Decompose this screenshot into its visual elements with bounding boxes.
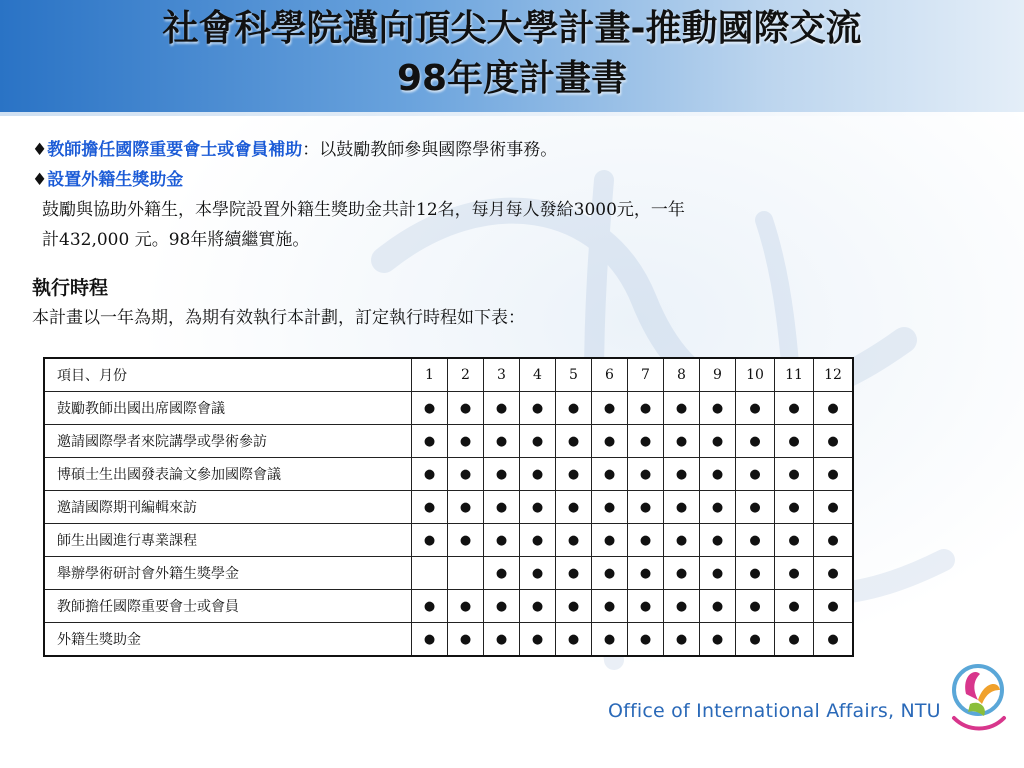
bullet-2-heading: 設置外籍生獎助金 — [47, 170, 184, 190]
schedule-cell — [520, 623, 556, 657]
schedule-cell — [628, 623, 664, 657]
schedule-cell — [736, 425, 775, 458]
scheduled-dot-icon: ● — [827, 599, 839, 614]
schedule-cell — [814, 524, 854, 557]
schedule-cell — [484, 425, 520, 458]
row-label: 外籍生獎助金 — [44, 623, 412, 657]
scheduled-dot-icon: ● — [827, 533, 839, 548]
month-header-7: 7 — [628, 358, 664, 392]
schedule-cell — [448, 392, 484, 425]
bullet-1-text: ：以鼓勵教師參與國際學術事務。 — [302, 140, 558, 160]
schedule-cell — [484, 458, 520, 491]
schedule-cell — [664, 491, 700, 524]
table-row — [44, 458, 853, 491]
schedule-cell — [736, 524, 775, 557]
schedule-cell — [484, 557, 520, 590]
schedule-cell — [628, 392, 664, 425]
schedule-cell — [628, 425, 664, 458]
schedule-table — [43, 357, 854, 657]
schedule-cell — [412, 524, 448, 557]
table-header-label: 項目、月份 — [44, 358, 412, 392]
scheduled-dot-icon: ● — [603, 566, 616, 581]
schedule-cell — [556, 458, 592, 491]
schedule-cell — [736, 392, 775, 425]
schedule-cell — [814, 491, 854, 524]
month-header-3: 3 — [484, 358, 520, 392]
scheduled-dot-icon: ● — [423, 599, 436, 614]
scheduled-dot-icon: ● — [711, 434, 724, 449]
scheduled-dot-icon: ● — [675, 467, 688, 482]
schedule-cell — [736, 458, 775, 491]
schedule-cell — [814, 623, 854, 657]
schedule-cell — [448, 458, 484, 491]
schedule-cell — [700, 458, 736, 491]
schedule-cell — [700, 623, 736, 657]
scheduled-dot-icon: ● — [711, 500, 724, 515]
scheduled-dot-icon: ● — [531, 599, 544, 614]
scheduled-dot-icon: ● — [675, 599, 688, 614]
scheduled-dot-icon: ● — [749, 467, 761, 482]
scheduled-dot-icon: ● — [567, 599, 580, 614]
schedule-cell — [664, 392, 700, 425]
schedule-cell — [664, 557, 700, 590]
schedule-cell — [556, 524, 592, 557]
row-label: 教師擔任國際重要會士或會員 — [44, 590, 412, 623]
schedule-cell — [775, 392, 814, 425]
scheduled-dot-icon: ● — [459, 467, 472, 482]
schedule-cell — [628, 458, 664, 491]
scheduled-dot-icon: ● — [495, 401, 508, 416]
month-header-1: 1 — [412, 358, 448, 392]
scheduled-dot-icon: ● — [639, 434, 652, 449]
schedule-cell — [814, 590, 854, 623]
table-row — [44, 491, 853, 524]
office-footer-text: Office of International Affairs, NTU — [608, 700, 941, 722]
schedule-cell — [412, 590, 448, 623]
schedule-cell — [556, 425, 592, 458]
schedule-cell — [448, 623, 484, 657]
scheduled-dot-icon: ● — [603, 632, 616, 647]
row-label: 師生出國進行專業課程 — [44, 524, 412, 557]
month-header-11: 11 — [775, 358, 814, 392]
schedule-cell — [520, 590, 556, 623]
month-header-6: 6 — [592, 358, 628, 392]
scheduled-dot-icon: ● — [827, 566, 839, 581]
schedule-cell — [814, 557, 854, 590]
schedule-cell — [736, 557, 775, 590]
schedule-cell — [664, 590, 700, 623]
schedule-cell — [775, 425, 814, 458]
scheduled-dot-icon: ● — [711, 599, 724, 614]
schedule-cell — [448, 557, 484, 590]
scheduled-dot-icon: ● — [827, 434, 839, 449]
scheduled-dot-icon: ● — [459, 632, 472, 647]
row-label: 博碩士生出國發表論文參加國際會議 — [44, 458, 412, 491]
row-label: 邀請國際學者來院講學或學術參訪 — [44, 425, 412, 458]
schedule-cell — [412, 623, 448, 657]
schedule-cell — [736, 590, 775, 623]
scheduled-dot-icon: ● — [567, 434, 580, 449]
scheduled-dot-icon: ● — [639, 632, 652, 647]
row-label: 邀請國際期刊編輯來訪 — [44, 491, 412, 524]
schedule-cell — [628, 590, 664, 623]
scheduled-dot-icon: ● — [567, 500, 580, 515]
scheduled-dot-icon: ● — [639, 500, 652, 515]
scheduled-dot-icon: ● — [749, 632, 761, 647]
scheduled-dot-icon: ● — [788, 533, 800, 548]
month-header-12: 12 — [814, 358, 854, 392]
schedule-cell — [484, 524, 520, 557]
schedule-cell — [592, 590, 628, 623]
schedule-cell — [814, 458, 854, 491]
month-header-8: 8 — [664, 358, 700, 392]
scheduled-dot-icon: ● — [603, 500, 616, 515]
diamond-bullet-icon: ♦ — [32, 170, 48, 190]
schedule-cell — [484, 590, 520, 623]
month-header-9: 9 — [700, 358, 736, 392]
scheduled-dot-icon: ● — [711, 401, 724, 416]
scheduled-dot-icon: ● — [603, 434, 616, 449]
scheduled-dot-icon: ● — [603, 467, 616, 482]
scheduled-dot-icon: ● — [675, 533, 688, 548]
scheduled-dot-icon: ● — [423, 467, 436, 482]
scheduled-dot-icon: ● — [603, 599, 616, 614]
scheduled-dot-icon: ● — [603, 533, 616, 548]
scheduled-dot-icon: ● — [459, 401, 472, 416]
scheduled-dot-icon: ● — [788, 434, 800, 449]
scheduled-dot-icon: ● — [827, 401, 839, 416]
scheduled-dot-icon: ● — [711, 566, 724, 581]
scheduled-dot-icon: ● — [495, 599, 508, 614]
schedule-cell — [814, 392, 854, 425]
schedule-cell — [700, 491, 736, 524]
schedule-cell — [556, 491, 592, 524]
month-header-5: 5 — [556, 358, 592, 392]
schedule-cell — [664, 524, 700, 557]
scheduled-dot-icon: ● — [675, 401, 688, 416]
scheduled-dot-icon: ● — [639, 533, 652, 548]
slide-content — [32, 135, 996, 333]
section-text: 本計畫以一年為期，為期有效執行本計劃，訂定執行時程如下表： — [32, 308, 525, 328]
schedule-cell — [592, 392, 628, 425]
scheduled-dot-icon: ● — [495, 632, 508, 647]
table-row — [44, 425, 853, 458]
scheduled-dot-icon: ● — [749, 566, 761, 581]
scheduled-dot-icon: ● — [788, 599, 800, 614]
schedule-cell — [412, 392, 448, 425]
table-row — [44, 392, 853, 425]
scheduled-dot-icon: ● — [459, 533, 472, 548]
scheduled-dot-icon: ● — [531, 434, 544, 449]
scheduled-dot-icon: ● — [639, 599, 652, 614]
scheduled-dot-icon: ● — [711, 533, 724, 548]
schedule-cell — [520, 491, 556, 524]
schedule-cell — [556, 623, 592, 657]
scheduled-dot-icon: ● — [531, 401, 544, 416]
table-row — [44, 557, 853, 590]
scheduled-dot-icon: ● — [749, 599, 761, 614]
scheduled-dot-icon: ● — [459, 434, 472, 449]
month-header-2: 2 — [448, 358, 484, 392]
schedule-cell — [664, 623, 700, 657]
scheduled-dot-icon: ● — [788, 467, 800, 482]
schedule-cell — [412, 458, 448, 491]
scheduled-dot-icon: ● — [567, 566, 580, 581]
scheduled-dot-icon: ● — [423, 401, 436, 416]
scheduled-dot-icon: ● — [423, 434, 436, 449]
schedule-cell — [628, 557, 664, 590]
schedule-cell — [592, 491, 628, 524]
scheduled-dot-icon: ● — [567, 533, 580, 548]
schedule-cell — [448, 524, 484, 557]
scheduled-dot-icon: ● — [495, 500, 508, 515]
scheduled-dot-icon: ● — [567, 401, 580, 416]
schedule-cell — [814, 425, 854, 458]
scheduled-dot-icon: ● — [827, 467, 839, 482]
schedule-cell — [412, 425, 448, 458]
bullet-1-heading: 教師擔任國際重要會士或會員補助 — [47, 140, 303, 160]
schedule-cell — [664, 425, 700, 458]
scheduled-dot-icon: ● — [711, 632, 724, 647]
schedule-cell — [592, 458, 628, 491]
schedule-cell — [736, 491, 775, 524]
month-header-4: 4 — [520, 358, 556, 392]
schedule-cell — [484, 623, 520, 657]
schedule-cell — [520, 458, 556, 491]
scheduled-dot-icon: ● — [459, 500, 472, 515]
scheduled-dot-icon: ● — [675, 434, 688, 449]
scheduled-dot-icon: ● — [675, 632, 688, 647]
schedule-cell — [448, 491, 484, 524]
ntu-oia-logo — [944, 660, 1014, 736]
title-line-2: 98年度計畫書 — [396, 58, 628, 99]
row-label: 舉辦學術研討會外籍生獎學金 — [44, 557, 412, 590]
scheduled-dot-icon: ● — [459, 599, 472, 614]
schedule-cell — [700, 557, 736, 590]
section-heading: 執行時程 — [32, 277, 109, 299]
schedule-cell — [736, 623, 775, 657]
table-row — [44, 590, 853, 623]
scheduled-dot-icon: ● — [749, 500, 761, 515]
scheduled-dot-icon: ● — [749, 533, 761, 548]
scheduled-dot-icon: ● — [675, 500, 688, 515]
schedule-cell — [592, 524, 628, 557]
bullet-2-line-2: 計432,000 元。98年將續繼實施。 — [42, 230, 310, 250]
schedule-cell — [556, 392, 592, 425]
schedule-cell — [520, 557, 556, 590]
scheduled-dot-icon: ● — [749, 434, 761, 449]
schedule-cell — [775, 491, 814, 524]
schedule-cell — [520, 524, 556, 557]
schedule-cell — [775, 557, 814, 590]
scheduled-dot-icon: ● — [423, 632, 436, 647]
schedule-cell — [520, 392, 556, 425]
scheduled-dot-icon: ● — [423, 533, 436, 548]
schedule-cell — [520, 425, 556, 458]
schedule-cell — [484, 491, 520, 524]
scheduled-dot-icon: ● — [639, 467, 652, 482]
scheduled-dot-icon: ● — [675, 566, 688, 581]
schedule-cell — [628, 491, 664, 524]
scheduled-dot-icon: ● — [531, 566, 544, 581]
schedule-cell — [775, 524, 814, 557]
schedule-cell — [448, 425, 484, 458]
schedule-cell — [700, 590, 736, 623]
slide-title — [0, 4, 1024, 104]
schedule-cell — [700, 392, 736, 425]
scheduled-dot-icon: ● — [711, 467, 724, 482]
scheduled-dot-icon: ● — [639, 401, 652, 416]
schedule-cell — [412, 491, 448, 524]
scheduled-dot-icon: ● — [495, 566, 508, 581]
schedule-cell — [700, 425, 736, 458]
scheduled-dot-icon: ● — [531, 533, 544, 548]
scheduled-dot-icon: ● — [423, 500, 436, 515]
schedule-cell — [775, 623, 814, 657]
scheduled-dot-icon: ● — [531, 500, 544, 515]
scheduled-dot-icon: ● — [567, 467, 580, 482]
schedule-cell — [664, 458, 700, 491]
scheduled-dot-icon: ● — [603, 401, 616, 416]
table-row — [44, 623, 853, 657]
schedule-cell — [592, 557, 628, 590]
schedule-cell — [448, 590, 484, 623]
month-header-10: 10 — [736, 358, 775, 392]
scheduled-dot-icon: ● — [531, 632, 544, 647]
bullet-1 — [32, 135, 996, 165]
scheduled-dot-icon: ● — [495, 533, 508, 548]
schedule-cell — [775, 458, 814, 491]
schedule-cell — [484, 392, 520, 425]
scheduled-dot-icon: ● — [749, 401, 761, 416]
table-row — [44, 524, 853, 557]
scheduled-dot-icon: ● — [495, 467, 508, 482]
schedule-cell — [628, 524, 664, 557]
schedule-cell — [592, 425, 628, 458]
scheduled-dot-icon: ● — [639, 566, 652, 581]
scheduled-dot-icon: ● — [788, 632, 800, 647]
schedule-cell — [775, 590, 814, 623]
diamond-bullet-icon: ♦ — [32, 140, 48, 160]
bullet-2 — [32, 165, 996, 195]
title-line-1: 社會科學院邁向頂尖大學計畫-推動國際交流 — [162, 8, 862, 49]
bullet-2-line-1: 鼓勵與協助外籍生，本學院設置外籍生獎助金共計12名，每月每人發給3000元，一年 — [42, 200, 685, 220]
schedule-cell — [412, 557, 448, 590]
scheduled-dot-icon: ● — [827, 500, 839, 515]
row-label: 鼓勵教師出國出席國際會議 — [44, 392, 412, 425]
scheduled-dot-icon: ● — [788, 401, 800, 416]
scheduled-dot-icon: ● — [788, 566, 800, 581]
schedule-cell — [556, 590, 592, 623]
scheduled-dot-icon: ● — [788, 500, 800, 515]
schedule-cell — [592, 623, 628, 657]
scheduled-dot-icon: ● — [567, 632, 580, 647]
schedule-cell — [700, 524, 736, 557]
table-header-row — [44, 358, 853, 392]
scheduled-dot-icon: ● — [827, 632, 839, 647]
scheduled-dot-icon: ● — [495, 434, 508, 449]
scheduled-dot-icon: ● — [531, 467, 544, 482]
schedule-cell — [556, 557, 592, 590]
